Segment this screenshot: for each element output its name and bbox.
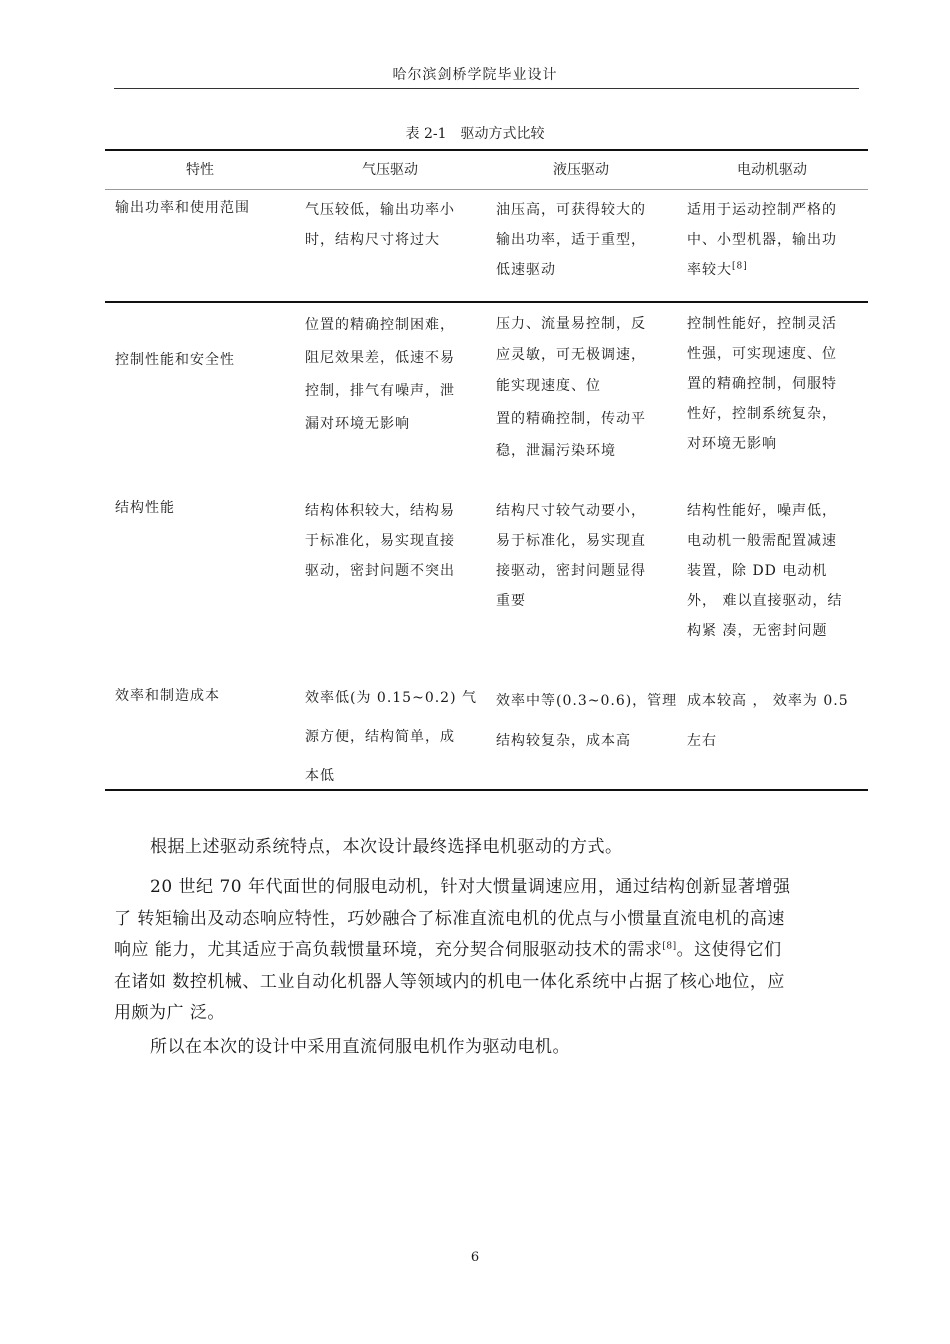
column-header-pneumatic: 气压驱动 — [362, 162, 418, 178]
row3-hydraulic-line: 重要 — [496, 593, 526, 609]
table-top-rule — [105, 149, 868, 151]
paragraph-line: 了 转矩输出及动态响应特性，巧妙融合了标准直流电机的优点与小惯量直流电机的高速 — [114, 908, 785, 929]
row2-pneumatic-line: 位置的精确控制困难， — [305, 317, 455, 333]
row1-pneumatic-line: 时，结构尺寸将过大 — [305, 232, 440, 248]
row4-pneumatic-line: 源方便，结构简单，成 — [305, 729, 455, 745]
row3-feature: 结构性能 — [115, 500, 175, 516]
row3-electric-line: 外， 难以直接驱动，结 — [687, 593, 843, 609]
row3-electric — [687, 496, 868, 646]
row3-hydraulic — [496, 496, 674, 616]
row1-electric-line: 适用于运动控制严格的 — [687, 202, 837, 218]
paragraph-line: 用颇为广 泛。 — [114, 1003, 225, 1023]
row3-pneumatic-line: 于标准化，易实现直接 — [305, 533, 455, 549]
header-divider — [114, 88, 859, 89]
citation-ref: [8] — [732, 261, 748, 272]
paragraph-line: 根据上述驱动系统特点，本次设计最终选择电机驱动的方式。 — [150, 837, 623, 857]
paragraph-line-text: 。这使得它们 — [676, 940, 782, 960]
row3-electric-line: 装置，除 DD 电动机 — [687, 563, 828, 579]
table-caption-title: 驱动方式比较 — [460, 126, 545, 142]
paragraph-line: 所以在本次的设计中采用直流伺服电机作为驱动电机。 — [150, 1037, 570, 1057]
row1-feature: 输出功率和使用范围 — [115, 200, 250, 216]
row3-electric-line: 电动机一般需配置减速 — [687, 533, 837, 549]
page-header-title: 哈尔滨剑桥学院毕业设计 — [392, 67, 558, 83]
paragraph-servo-motor — [114, 872, 860, 1030]
row4-pneumatic — [305, 681, 483, 793]
row4-feature: 效率和制造成本 — [115, 688, 220, 704]
row2-feature: 控制性能和安全性 — [115, 352, 235, 368]
row3-electric-line: 构紧 凑，无密封问题 — [687, 623, 828, 639]
column-header-hydraulic: 液压驱动 — [553, 162, 609, 178]
row2-hydraulic-line: 稳，泄漏污染环境 — [496, 443, 616, 459]
row2-hydraulic-line: 置的精确控制，传动平 — [496, 411, 646, 427]
row2-hydraulic — [496, 309, 674, 467]
header-bottom-rule — [105, 189, 868, 190]
row1-electric-line-text: 率较大 — [687, 262, 732, 278]
paragraph-line: 在诸如 数控机械、工业自动化机器人等领域内的机电一体化系统中占据了核心地位，应 — [114, 971, 785, 992]
column-header-feature: 特性 — [186, 162, 214, 178]
row2-pneumatic-line: 阻尼效果差，低速不易 — [305, 350, 455, 366]
row1-hydraulic-line: 油压高，可获得较大的 — [496, 202, 646, 218]
row1-electric-line-last — [687, 255, 868, 285]
row3-pneumatic-line: 驱动，密封问题不突出 — [305, 563, 455, 579]
table-caption-number: 表 2-1 — [405, 126, 447, 142]
row2-pneumatic-line: 漏对环境无影响 — [305, 416, 410, 432]
row3-pneumatic-line: 结构体积较大，结构易 — [305, 503, 455, 519]
row4-pneumatic-line: 本低 — [305, 768, 335, 784]
row1-bottom-rule — [105, 301, 868, 303]
table-bottom-rule — [105, 789, 868, 791]
row2-hydraulic-line: 压力、流量易控制，反 — [496, 316, 646, 332]
row2-electric-line: 控制性能好，控制灵活 — [687, 316, 837, 332]
row3-hydraulic-line: 接驱动，密封问题显得 — [496, 563, 646, 579]
row2-electric-line: 置的精确控制，伺服特 — [687, 376, 837, 392]
row3-hydraulic-line: 结构尺寸较气动要小， — [496, 503, 646, 519]
row1-hydraulic-line: 低速驱动 — [496, 262, 556, 278]
row2-electric-line: 性强，可实现速度、位 — [687, 346, 837, 362]
row3-pneumatic — [305, 496, 483, 586]
row4-hydraulic-line: 效率中等(0.3~0.6)，管理 — [496, 693, 678, 709]
row2-pneumatic-line: 控制，排气有噪声，泄 — [305, 383, 455, 399]
row1-hydraulic — [496, 195, 674, 285]
row1-electric-line: 中、小型机器，输出功 — [687, 232, 837, 248]
row3-hydraulic-line: 易于标准化，易实现直 — [496, 533, 646, 549]
row4-electric-line: 左右 — [687, 733, 717, 749]
row2-hydraulic-line: 能实现速度、位 — [496, 378, 601, 394]
row2-hydraulic-line: 应灵敏，可无极调速， — [496, 347, 646, 363]
paragraph-conclusion — [114, 832, 896, 864]
row1-pneumatic — [305, 195, 483, 255]
paragraph-decision — [114, 1032, 896, 1064]
table-caption — [0, 123, 950, 143]
row4-hydraulic — [496, 681, 678, 761]
paragraph-line-with-citation — [114, 935, 860, 967]
row4-hydraulic-line: 结构较复杂，成本高 — [496, 733, 631, 749]
row1-hydraulic-line: 输出功率，适于重型， — [496, 232, 646, 248]
row3-electric-line: 结构性能好，噪声低， — [687, 503, 837, 519]
paragraph-line-text: 响应 能力，尤其适应于高负载惯量环境，充分契合伺服驱动技术的需求 — [114, 940, 663, 960]
row2-pneumatic — [305, 309, 483, 441]
row1-pneumatic-line: 气压较低，输出功率小 — [305, 202, 455, 218]
row2-electric-line: 性好，控制系统复杂， — [687, 406, 837, 422]
row4-pneumatic-line: 效率低(为 0.15~0.2) 气 — [305, 690, 477, 706]
citation-ref: [8] — [662, 941, 677, 952]
row2-electric-line: 对环境无影响 — [687, 436, 777, 452]
row2-electric — [687, 309, 868, 459]
page-number: 6 — [470, 1250, 480, 1265]
paragraph-line: 20 世纪 70 年代面世的伺服电动机，针对大惯量调速应用，通过结构创新显著增强 — [150, 877, 791, 897]
row1-electric — [687, 195, 868, 285]
row4-electric — [687, 681, 868, 761]
row4-electric-line: 成本较高 ， 效率为 0.5 — [687, 693, 849, 709]
drive-comparison-table — [105, 149, 868, 791]
column-header-electric: 电动机驱动 — [737, 162, 807, 178]
